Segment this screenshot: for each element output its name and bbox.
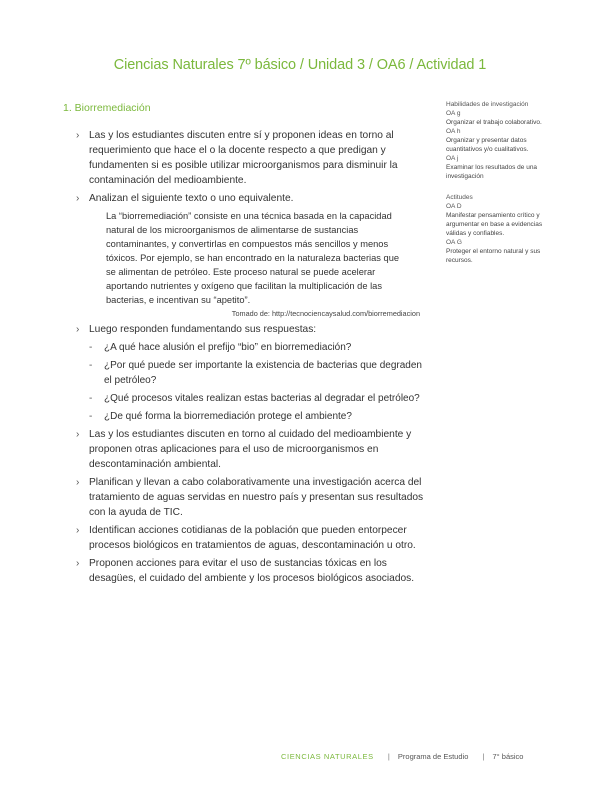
chevron-right-icon: › <box>76 558 80 569</box>
activity-content <box>76 128 428 589</box>
question-text: ¿De qué forma la biorremediación protege el ambiente? <box>104 411 352 422</box>
chevron-right-icon: › <box>76 324 80 335</box>
footer-grade: 7° básico <box>492 752 524 761</box>
footer-divider: | <box>482 752 485 761</box>
question-item <box>76 340 428 355</box>
skills-block <box>446 100 546 181</box>
attitudes-label: Actitudes <box>446 194 473 201</box>
footer-subject: CIENCIAS NATURALES <box>281 752 374 761</box>
question-text: ¿A qué hace alusión el prefijo “bio” en biorremediación? <box>104 342 352 353</box>
dash-icon: - <box>89 411 93 422</box>
footer-program: Programa de Estudio <box>397 752 469 761</box>
dash-icon: - <box>89 342 93 353</box>
bullet-text: Las y los estudiantes discuten entre sí y proponen ideas en torno al requerimiento que hace el o la docente respecto a que predigan y fundamenten si es posible utilizar microorganismos para disminuir la contaminación del medioambiente. <box>89 130 398 186</box>
list-item <box>76 475 428 520</box>
attitude-code: OA G <box>446 239 462 246</box>
question-text: ¿Por qué puede ser importante la existencia de bacterias que degraden el petróleo? <box>104 360 422 386</box>
attitude-code: OA D <box>446 203 462 210</box>
dash-icon: - <box>89 360 93 371</box>
page-footer <box>281 752 523 761</box>
skills-label: Habilidades de investigación <box>446 101 529 108</box>
bullet-text: Planifican y llevan a cabo colaborativamente una investigación acerca del tratamiento de aguas servidas en nuestro país y presentan sus resultados con la ayuda de TIC. <box>89 477 424 518</box>
chevron-right-icon: › <box>76 525 80 536</box>
quote-source: Tomado de: http://tecnociencaysalud.com/biorremediacion <box>231 309 420 318</box>
skill-code: OA j <box>446 155 459 162</box>
bullet-text: Proponen acciones para evitar el uso de sustancias tóxicas en los desagües, el cuidado del ambiente y los procesos biológicos asociados. <box>89 558 415 584</box>
attitudes-block <box>446 193 546 265</box>
question-item <box>76 409 428 424</box>
chevron-right-icon: › <box>76 429 80 440</box>
bullet-text: Identifican acciones cotidianas de la población que pueden entorpecer procesos biológicos en tratamientos de aguas, descontaminación u otro. <box>89 525 416 551</box>
list-item <box>76 523 428 553</box>
skill-text: Organizar y presentar datos cuantitativos y/o cualitativos. <box>446 137 529 153</box>
page-title: Ciencias Naturales 7º básico / Unidad 3 / OA6 / Actividad 1 <box>113 57 487 73</box>
list-item <box>76 128 428 188</box>
question-text: ¿Qué procesos vitales realizan estas bacterias al degradar el petróleo? <box>104 393 420 404</box>
list-item <box>76 556 428 586</box>
footer-divider: | <box>387 752 390 761</box>
chevron-right-icon: › <box>76 477 80 488</box>
sidebar-objectives <box>446 100 546 277</box>
skill-text: Organizar el trabajo colaborativo. <box>446 119 542 126</box>
attitude-text: Proteger el entorno natural y sus recursos. <box>446 248 541 264</box>
attitude-text: Manifestar pensamiento crítico y argumentar en base a evidencias válidas y confiables. <box>446 212 543 237</box>
list-item <box>76 191 428 206</box>
question-item <box>76 391 428 406</box>
skill-text: Examinar los resultados de una investigación <box>446 164 538 180</box>
bullet-text: Las y los estudiantes discuten en torno al cuidado del medioambiente y proponen otras aplicaciones para el uso de microorganismos en descontaminación ambiental. <box>89 429 412 470</box>
question-item <box>76 358 428 388</box>
skill-code: OA g <box>446 110 461 117</box>
skill-code: OA h <box>446 128 461 135</box>
dash-icon: - <box>89 393 93 404</box>
list-item <box>76 322 428 337</box>
list-item <box>76 427 428 472</box>
section-heading: 1. Biorremediación <box>63 102 151 114</box>
chevron-right-icon: › <box>76 130 80 141</box>
quote-text: La “biorremediación” consiste en una técnica basada en la capacidad natural de los microorganismos de alimentarse de sustancias contaminantes, y convertirlas en compuestos más sencillos y menos tóxicos. Por ejemplo, se han encontrado en la naturaleza bacterias que se alimentan de petróleo. Este proceso natural se puede acelerar aportando nutrientes y oxígeno que facilitan la multiplicación de las bacterias, e incentivan su “apetito”. <box>106 211 400 305</box>
questions-intro: Luego responden fundamentando sus respuestas: <box>89 324 317 335</box>
bullet-text: Analizan el siguiente texto o uno equivalente. <box>89 193 294 204</box>
chevron-right-icon: › <box>76 193 80 204</box>
